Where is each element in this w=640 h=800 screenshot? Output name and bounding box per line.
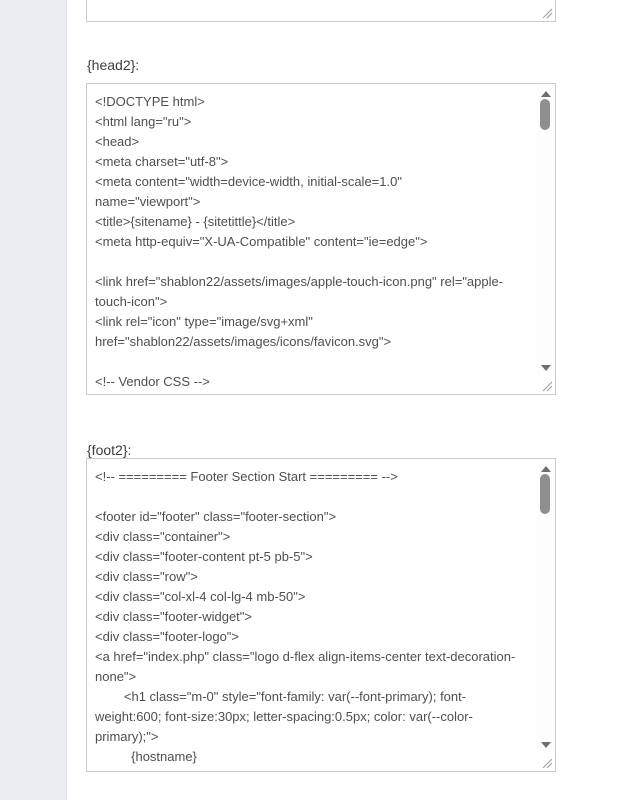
field-label-head2: {head2}:	[87, 57, 140, 73]
triangle-up-icon	[541, 466, 551, 472]
head2-code-textarea[interactable]	[87, 84, 555, 394]
field-label-foot2: {foot2}:	[87, 442, 132, 458]
left-rail	[0, 0, 67, 800]
scroll-down-button[interactable]	[537, 737, 554, 752]
resize-grip-icon[interactable]	[540, 379, 554, 393]
foot2-code-textarea[interactable]	[87, 459, 555, 771]
field-top-fragment	[86, 0, 556, 22]
resize-grip-icon[interactable]	[540, 6, 554, 20]
triangle-down-icon	[541, 365, 551, 371]
scroll-down-button[interactable]	[537, 360, 554, 375]
triangle-up-icon	[541, 91, 551, 97]
scrollbar-thumb[interactable]	[540, 474, 550, 514]
triangle-down-icon	[541, 742, 551, 748]
foot2-scrollbar[interactable]	[537, 460, 554, 753]
template-code-textarea-top[interactable]	[87, 0, 555, 21]
resize-grip-icon[interactable]	[540, 756, 554, 770]
field-foot2	[86, 458, 556, 772]
field-head2	[86, 83, 556, 395]
head2-scrollbar[interactable]	[537, 85, 554, 376]
scrollbar-thumb[interactable]	[540, 99, 550, 130]
